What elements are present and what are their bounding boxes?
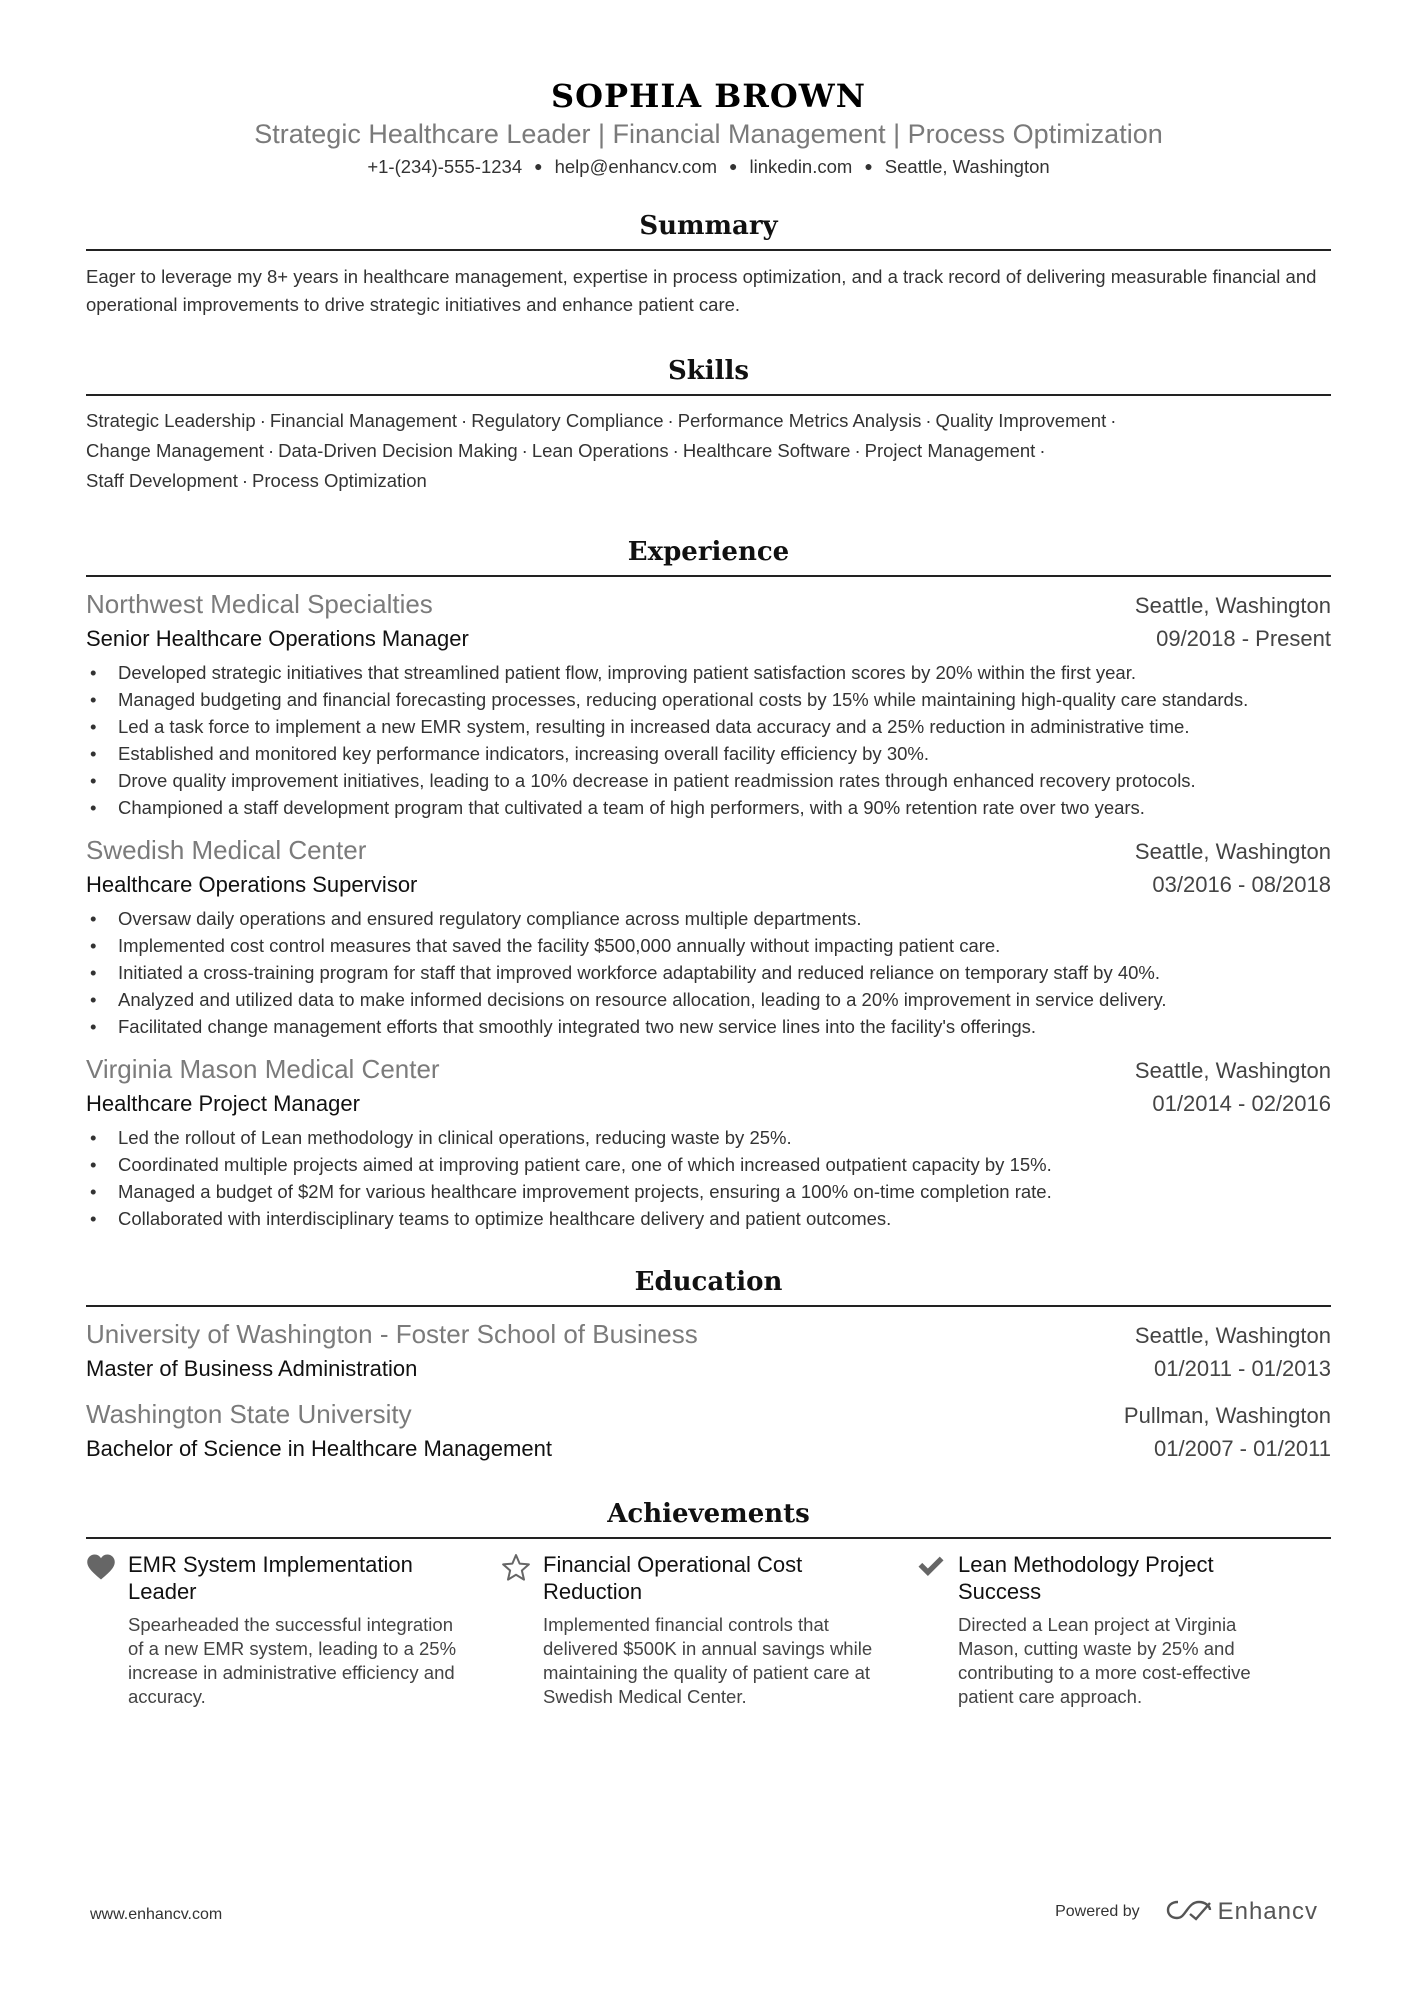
education-header-row — [86, 1397, 1331, 1433]
skill-item: Regulatory Compliance — [471, 410, 664, 431]
bullet-item: • Collaborated with interdisciplinary teams to optimize healthcare delivery and patient outcomes. — [86, 1205, 1331, 1232]
education-entry — [86, 1397, 1331, 1465]
section-title-experience: Experience — [627, 537, 790, 567]
section-title-summary: Summary — [639, 211, 778, 241]
achievement-item — [501, 1551, 916, 1709]
bullet-item: • Initiated a cross-training program for staff that improved workforce adaptability and reduced reliance on temporary staff by 40%. — [86, 959, 1331, 986]
school-name: Washington State University — [86, 1399, 412, 1429]
job-title: Senior Healthcare Operations Manager — [86, 626, 469, 651]
education-dates: 01/2011 - 01/2013 — [1154, 1356, 1331, 1381]
section-divider — [86, 394, 1331, 396]
achievement-title: Financial Operational Cost Reduction — [543, 1552, 803, 1604]
skill-item: Strategic Leadership — [86, 410, 256, 431]
job-location: Seattle, Washington — [1134, 839, 1331, 864]
skill-item: Financial Management — [269, 410, 458, 431]
experience-section — [86, 535, 1331, 1232]
summary-text: Eager to leverage my 8+ years in healthcare management, expertise in process optimization, and a track record of delivering measurable financial and operational improvements to drive strategic initiatives and enhance patient care. — [86, 266, 1317, 315]
skill-separator: · — [854, 440, 861, 461]
skill-item: Quality Improvement — [935, 410, 1107, 431]
skill-item: Staff Development — [86, 470, 238, 491]
separator-dot: ● — [864, 158, 873, 174]
achievement-body — [543, 1551, 916, 1709]
bullet-item: • Managed budgeting and financial forecasting processes, reducing operational costs by 15% while maintaining high-quality care standards. — [86, 686, 1331, 713]
section-title-achievements: Achievements — [607, 1499, 810, 1529]
bullet-item: • Developed strategic initiatives that streamlined patient flow, improving patient satisfaction scores by 20% within the first year. — [86, 659, 1331, 686]
school-location: Seattle, Washington — [1134, 1323, 1331, 1348]
skill-item: Change Management — [86, 440, 264, 461]
footer-website[interactable]: www.enhancv.com — [90, 1906, 223, 1923]
skill-separator: · — [672, 440, 679, 461]
bullet-item: • Analyzed and utilized data to make informed decisions on resource allocation, leading to a 20% improvement in service delivery. — [86, 986, 1331, 1013]
section-title-skills: Skills — [667, 356, 750, 386]
bullet-item: • Oversaw daily operations and ensured regulatory compliance across multiple departments. — [86, 905, 1331, 932]
phone: +1-(234)-555-1234 — [367, 156, 523, 177]
job-dates: 09/2018 - Present — [1156, 626, 1331, 651]
powered-by-label: Powered by — [1055, 1903, 1140, 1920]
achievement-title: Lean Methodology Project Success — [958, 1552, 1214, 1604]
skill-item: Process Optimization — [252, 470, 427, 491]
section-divider — [86, 575, 1331, 577]
school-location: Pullman, Washington — [1123, 1403, 1331, 1428]
bullet-item: • Managed a budget of $2M for various healthcare improvement projects, ensuring a 100% on-time completion rate. — [86, 1178, 1331, 1205]
bullet-item: • Drove quality improvement initiatives, leading to a 10% decrease in patient readmission rates through enhanced recovery protocols. — [86, 767, 1331, 794]
bullet-item: • Championed a staff development program that cultivated a team of high performers, with a 90% retention rate over two years. — [86, 794, 1331, 821]
checkmark-icon — [916, 1551, 958, 1709]
job-role-row — [86, 869, 1331, 901]
education-header-row — [86, 1317, 1331, 1353]
resume-page — [86, 0, 1331, 1709]
job-role-row — [86, 623, 1331, 655]
separator-dot: ● — [729, 158, 738, 174]
education-degree-row — [86, 1353, 1331, 1385]
education-section — [86, 1265, 1331, 1465]
skill-separator: · — [1039, 440, 1046, 461]
achievement-description: Implemented financial controls that delivered $500K in annual savings while maintaining the quality of patient care at Swedish Medical Center. — [543, 1614, 873, 1707]
skills-list — [86, 406, 1331, 496]
skill-separator: · — [267, 440, 275, 461]
skill-separator: · — [925, 410, 932, 431]
achievements-section — [86, 1497, 1331, 1709]
job-location: Seattle, Washington — [1134, 1058, 1331, 1083]
achievement-body — [128, 1551, 501, 1709]
skill-separator: · — [259, 410, 266, 431]
achievement-body — [958, 1551, 1331, 1709]
job-entry — [86, 1052, 1331, 1232]
bullet-item: • Led a task force to implement a new EMR system, resulting in increased data accuracy and a 25% reduction in administrative time. — [86, 713, 1331, 740]
company-name: Northwest Medical Specialties — [86, 589, 433, 619]
contact-line — [86, 155, 1331, 180]
skill-separator: · — [667, 410, 674, 431]
degree: Bachelor of Science in Healthcare Management — [86, 1436, 552, 1461]
job-location: Seattle, Washington — [1134, 593, 1331, 618]
skill-item: Data-Driven Decision Making — [278, 440, 518, 461]
skill-separator: · — [461, 410, 468, 431]
job-header-row — [86, 1052, 1331, 1088]
bullet-item: • Led the rollout of Lean methodology in clinical operations, reducing waste by 25%. — [86, 1124, 1331, 1151]
job-title: Healthcare Project Manager — [86, 1091, 360, 1116]
bullet-item: • Implemented cost control measures that saved the facility $500,000 annually without impacting patient care. — [86, 932, 1331, 959]
job-dates: 03/2016 - 08/2018 — [1152, 872, 1331, 897]
footer-branding — [1055, 1898, 1318, 1926]
email[interactable]: help@enhancv.com — [554, 156, 718, 177]
job-dates: 01/2014 - 02/2016 — [1152, 1091, 1331, 1116]
skill-item: Project Management — [864, 440, 1036, 461]
summary-section — [86, 209, 1331, 319]
job-title: Healthcare Operations Supervisor — [86, 872, 418, 897]
achievement-description: Directed a Lean project at Virginia Mason, cutting waste by 25% and contributing to a more cost-effective patient care approach. — [958, 1614, 1251, 1707]
job-entry — [86, 833, 1331, 1040]
skill-separator: · — [521, 440, 528, 461]
location: Seattle, Washington — [884, 156, 1050, 177]
section-divider — [86, 1305, 1331, 1307]
skills-section — [86, 354, 1331, 496]
linkedin-link[interactable]: linkedin.com — [749, 156, 853, 177]
job-role-row — [86, 1088, 1331, 1120]
resume-header — [86, 0, 1331, 180]
job-bullets — [86, 905, 1331, 1040]
section-title-education: Education — [634, 1267, 783, 1297]
jobs-list — [86, 587, 1331, 1232]
company-name: Swedish Medical Center — [86, 835, 367, 865]
section-divider — [86, 1537, 1331, 1539]
degree: Master of Business Administration — [86, 1356, 418, 1381]
skill-separator: · — [1110, 410, 1117, 431]
enhancv-brand: Enhancv — [1217, 1898, 1318, 1925]
skill-item: Performance Metrics Analysis — [677, 410, 922, 431]
candidate-tagline: Strategic Healthcare Leader | Financial Management | Process Optimization — [254, 119, 1163, 149]
schools-list — [86, 1317, 1331, 1465]
star-icon — [501, 1551, 543, 1709]
bullet-item: • Coordinated multiple projects aimed at improving patient care, one of which increased outpatient capacity by 15%. — [86, 1151, 1331, 1178]
achievement-item — [916, 1551, 1331, 1709]
school-name: University of Washington - Foster School of Business — [86, 1319, 698, 1349]
achievement-description: Spearheaded the successful integration of a new EMR system, leading to a 25% increase in administrative efficiency and accuracy. — [128, 1614, 457, 1707]
job-bullets — [86, 659, 1331, 821]
job-header-row — [86, 587, 1331, 623]
skill-item: Lean Operations — [531, 440, 669, 461]
skill-item: Healthcare Software — [682, 440, 851, 461]
heart-icon — [86, 1551, 128, 1709]
company-name: Virginia Mason Medical Center — [86, 1054, 440, 1084]
separator-dot: ● — [534, 158, 543, 174]
achievement-title: EMR System Implementation Leader — [128, 1552, 413, 1604]
job-bullets — [86, 1124, 1331, 1232]
achievements-grid — [86, 1551, 1331, 1709]
education-degree-row — [86, 1433, 1331, 1465]
achievement-item — [86, 1551, 501, 1709]
bullet-item: • Facilitated change management efforts that smoothly integrated two new service lines into the facility's offerings. — [86, 1013, 1331, 1040]
section-divider — [86, 249, 1331, 251]
education-entry — [86, 1317, 1331, 1385]
skill-separator: · — [241, 470, 249, 491]
bullet-item: • Established and monitored key performance indicators, increasing overall facility efficiency by 30%. — [86, 740, 1331, 767]
job-entry — [86, 587, 1331, 821]
job-header-row — [86, 833, 1331, 869]
candidate-name: SOPHIA BROWN — [551, 77, 866, 115]
enhancv-logo-icon — [1166, 1899, 1212, 1926]
education-dates: 01/2007 - 01/2011 — [1154, 1436, 1331, 1461]
